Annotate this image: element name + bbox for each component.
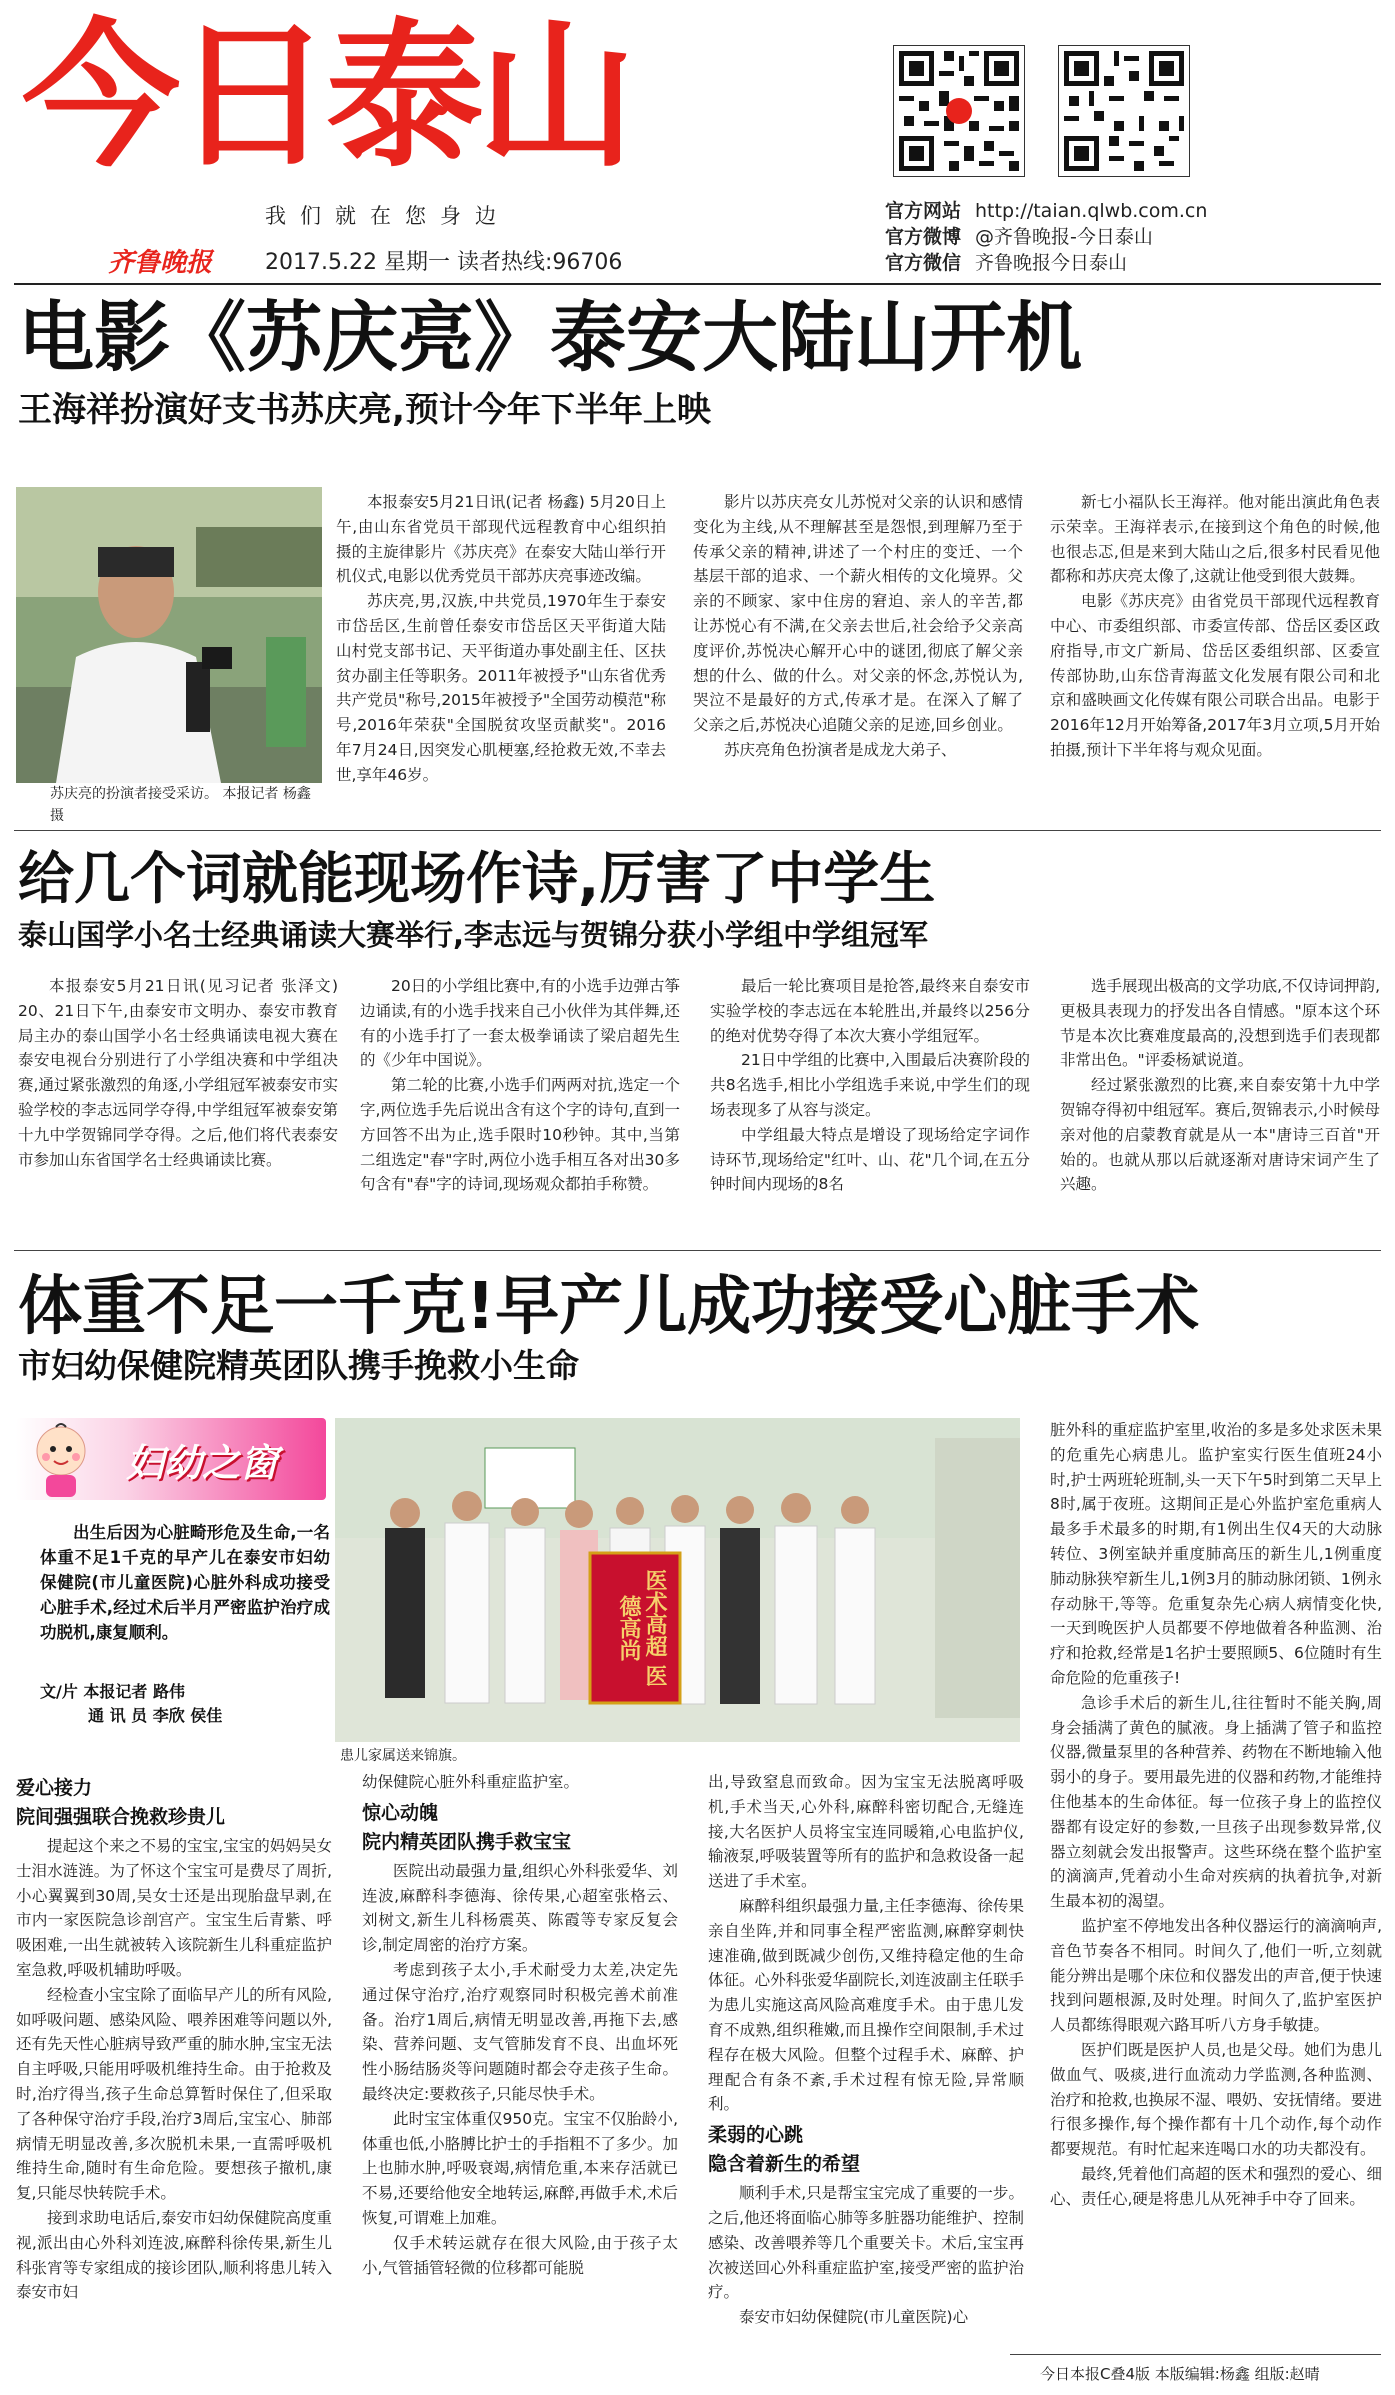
masthead-slogan: 我们就在您身边: [265, 204, 510, 228]
qr-code-icon: [1058, 45, 1190, 177]
paragraph: 医院出动最强力量,组织心外科张爱华、刘连波,麻醉科李德海、徐传果,心超室张格云、刘树文,新生儿科杨震英、陈霞等专家反复会诊,制定周密的治疗方案。: [362, 1861, 678, 1955]
story1-column-2: [693, 490, 1023, 820]
paragraph: 苏庆亮角色扮演者是成龙大弟子、: [724, 740, 957, 759]
byline-line: 文/片 本报记者 路伟: [40, 1682, 185, 1701]
story3-column-1: [16, 1770, 332, 2358]
story2-column-4: [1060, 974, 1380, 1204]
paragraph: 经检查小宝宝除了面临早产儿的所有风险,如呼吸问题、感染风险、喂养困难等问题以外,还有先天性心脏病导致严重的肺水肿,宝宝无法自主呼吸,只能用呼吸机维持生命。由于抢救及时,治疗得当,孩子生命总算暂时保住了,但采取了各种保守治疗手段,治疗3周后,宝宝心、肺部病情无明显改善,多次脱机未果,一直需呼吸机维持生命,随时有生命危险。要想孩子撤机,康复,只能尽快转院手术。: [16, 1985, 332, 2203]
story2-column-2: [360, 974, 680, 1204]
paragraph: 急诊手术后的新生儿,往往暂时不能关胸,周身会插满了黄色的腻液。身上插满了管子和监控仪器,微量泵里的各种营养、药物在不断地输入他弱小的身子。要用最先进的仪器和药物,才能维持住他基本的生命体征。每一位孩子身上的监控仪器都有设定好的参数,一旦孩子出现参数异常,仪器立刻就会发出报警声。这些环绕在整个监护室的滴滴声,凭着动小生命对疾病的执着抗争,对新生最本初的渴望。: [1050, 1693, 1382, 1911]
section-heading: 院内精英团队携手救宝宝: [362, 1830, 572, 1853]
paragraph: 提起这个来之不易的宝宝,宝宝的妈妈吴女士泪水涟涟。为了怀这个宝宝可是费尽了周折,小心翼翼到30周,吴女士还是出现胎盘早剥,在市内一家医院急诊剖宫产。宝宝生后青紫、呼吸困难,一出生就被转入该院新生儿科重症监护室急救,呼吸机辅助呼吸。: [16, 1837, 332, 1979]
story2-headline: 给几个词就能现场作诗,厉害了中学生: [18, 847, 936, 912]
baby-mascot-icon: [26, 1419, 96, 1499]
story1-column-3: [1050, 490, 1380, 820]
byline-line: 通 讯 员 李欣 侯佳: [88, 1706, 223, 1725]
story3-lead: 出生后因为心脏畸形危及生命,一名体重不足1千克的早产儿在泰安市妇幼保健院(市儿童医院)心脏外科成功接受心脏手术,经过术后半月严密监护治疗成功脱机,康复顺利。: [40, 1523, 330, 1642]
section-heading: 爱心接力: [16, 1777, 93, 1799]
paragraph: 最终,凭着他们高超的医术和强烈的爱心、细心、责任心,硬是将患儿从死神手中夺了回来。: [1050, 2164, 1382, 2208]
story3-subhead: 市妇幼保健院精英团队携手挽救小生命: [18, 1346, 579, 1385]
page-footer: 今日本报C叠4版 本版编辑:杨鑫 组版:赵晴: [1040, 2365, 1320, 2383]
section-heading: 柔弱的心跳: [708, 2124, 804, 2147]
paragraph: 出,导致窒息而致命。因为宝宝无法脱离呼吸机,手术当天,心外科,麻醉科密切配合,无缝连接,大名医护人员将宝宝连同暖箱,心电监护仪,输液泵,呼吸装置等所有的监护和急救设备一起送进了手术室。: [708, 1773, 1024, 1891]
paragraph: 麻醉科组织最强力量,主任李德海、徐传果亲自坐阵,并和同事全程严密监测,麻醉穿刺快速准确,做到既减少创伤,又维持稳定他的生命体征。心外科张爱华副院长,刘连波副主任联手为患儿实施这高风险高难度手术。由于患儿发育不成熟,组织稚嫩,而且操作空间限制,手术过程存在极大风险。但整个过程手术、麻醉、护理配合有条不紊,手术过程有惊无险,异常顺利。: [708, 1896, 1024, 2114]
story1-photo: [16, 487, 322, 783]
section-divider: [14, 830, 1381, 831]
column-logo-banner: [16, 1418, 326, 1500]
paragraph: 此时宝宝体重仅950克。宝宝不仅胎龄小,体重也低,小胳膊比护士的手指粗不了多少。加上也肺水肿,呼吸衰竭,病情危重,本来存活就已不易,还要给他安全地转运,麻醉,再做手术,术后恢复,可谓难上加难。: [362, 2109, 678, 2227]
story1-headline: 电影《苏庆亮》泰安大陆山开机: [18, 293, 1082, 382]
paragraph: 新七小福队长王海祥。他对能出演此角色表示荣幸。王海祥表示,在接到这个角色的时候,他也很忐忑,但是来到大陆山之后,很多村民看见他都称和苏庆亮太像了,这就让他受到很大鼓舞。: [1050, 493, 1380, 586]
paragraph: 中学组最大特点是增设了现场给定字词作诗环节,现场给定"红叶、山、花"几个词,在五分钟时间内现场的8名: [710, 1125, 1030, 1194]
pennant-banner-text: 医术高超 医德高尚: [616, 1569, 667, 1687]
story2-column-1: [18, 974, 338, 1204]
paragraph: 影片以苏庆亮女儿苏悦对父亲的认识和感情变化为主线,从不理解甚至是怨恨,到理解乃至于传承父亲的精神,讲述了一个村庄的变迁、一个基层干部的追求、一个薪火相传的文化境界。父亲的不顾家、家中住房的窘迫、亲人的辛苦,都让苏悦心有不满,在父亲去世后,社会给予父亲高度评价,苏悦决心解开心中的谜团,彻底了解父亲想的什么、做的什么。对父亲的怀念,苏悦认为,哭泣不是最好的方式,传承才是。在深入了解了父亲之后,苏悦决心追随父亲的足迹,回乡创业。: [693, 493, 1023, 735]
paragraph: 20日的小学组比赛中,有的小选手边弹古筝边诵读,有的小选手找来自己小伙伴为其伴舞,还有的小选手打了一套太极拳诵读了梁启超先生的《少年中国说》。: [360, 977, 680, 1070]
paragraph: 第二轮的比赛,小选手们两两对抗,选定一个字,两位选手先后说出含有这个字的诗句,直到一方回答不出为止,选手限时10秒钟。其中,当第二组选定"春"字时,两位小选手相互各对出30多句含有"春"字的诗词,现场观众都拍手称赞。: [360, 1076, 680, 1194]
paragraph: 电影《苏庆亮》由省党员干部现代远程教育中心、市委组织部、市委宣传部、岱岳区委区政府指导,市文广新局、岱岳区委组织部、区委宣传部协助,山东岱青海蓝文化发展有限公司和北京和盛映画文化传媒有限公司联合出品。电影于2016年12月开始筹备,2017年3月立项,5月开始拍摄,预计下半年将与观众见面。: [1050, 592, 1380, 759]
column-logo-text: 妇幼之窗: [126, 1441, 279, 1485]
paragraph: 泰安市妇幼保健院(市儿童医院)心: [739, 2308, 969, 2327]
paragraph: 考虑到孩子太小,手术耐受力太差,决定先通过保守治疗,治疗观察同时积极完善术前准备。治疗1周后,病情无明显改善,再拖下去,感染、营养问题、支气管肺发育不良、出血坏死性小肠结肠炎等问题随时都会夺走孩子生命。最终决定:要救孩子,只能尽快手术。: [362, 1960, 678, 2103]
masthead-title: 今日泰山: [22, 5, 630, 189]
story1-column-1: [336, 490, 666, 820]
official-weibo-row: [885, 222, 1153, 249]
story3-headline: 体重不足一千克!早产儿成功接受心脏手术: [18, 1270, 1200, 1344]
section-heading: 惊心动魄: [362, 1801, 439, 1824]
paragraph: 本报泰安5月21日讯(记者 杨鑫) 5月20日上午,由山东省党员干部现代远程教育中心组织拍摄的主旋律影片《苏庆亮》在泰安大陆山举行开机仪式,电影以优秀党员干部苏庆亮事迹改编。: [336, 493, 666, 586]
story3-photo: [335, 1418, 1020, 1742]
story3-column-3: [708, 1770, 1024, 2358]
official-website-row: [885, 196, 1207, 223]
paragraph: 幼保健院心脏外科重症监护室。: [362, 1773, 580, 1791]
info-value: 齐鲁晚报今日泰山: [975, 252, 1128, 274]
paragraph: 选手展现出极高的文学功底,不仅诗词押韵,更极具表现力的抒发出各自情感。"原本这个环节是本次比赛难度最高的,没想到选手们表现都非常出色。"评委杨斌说道。: [1060, 977, 1380, 1070]
info-value: http://taian.qlwb.com.cn: [975, 200, 1208, 222]
paragraph: 苏庆亮,男,汉族,中共党员,1970年生于泰安市岱岳区,生前曾任泰安市岱岳区天平街道大陆山村党支部书记、天平街道办事处副主任、区扶贫办副主任等职务。2011年被授予"山东省优秀共产党员"称号,2015年被授予"全国劳动模范"称号,2016年荣获"全国脱贫攻坚贡献奖"。2016年7月24日,因突发心肌梗塞,经抢救无效,不幸去世,享年46岁。: [336, 592, 666, 784]
dateline: 2017.5.22 星期一 读者热线:96706: [265, 250, 623, 275]
story1-subhead: 王海祥扮演好支书苏庆亮,预计今年下半年上映: [18, 390, 711, 430]
official-wechat-row: [885, 248, 1127, 275]
section-heading: 隐含着新生的希望: [708, 2153, 861, 2176]
info-label: 官方微博: [885, 226, 962, 248]
paragraph: 脏外科的重症监护室里,收治的多是多处求医未果的危重先心病患儿。监护室实行医生值班24小时,护士两班轮班制,头一天下午5时到第二天早上8时,属于夜班。这期间正是心外监护室危重病人最多手术最多的时期,有1例出生仅4天的大动脉转位、3例室缺并重度肺高压的新生儿,1例重度肺动脉狭窄新生儿,1例3月的肺动脉闭锁、1例永存动脉干,等等。危重复杂先心病人病情变化快,一天到晚医护人员都要不停地做着各种监测、治疗和抢救,经常是1名护士要照顾5、6位随时有生命危险的危重孩子!: [1050, 1421, 1382, 1687]
section-divider: [14, 1250, 1381, 1251]
paragraph: 最后一轮比赛项目是抢答,最终来自泰安市实验学校的李志远在本轮胜出,并最终以256分的绝对优势夺得了本次大赛小学组冠军。: [710, 977, 1030, 1045]
footer-divider: [1010, 2354, 1381, 2355]
story3-column-2: [362, 1770, 678, 2358]
paragraph: 医护们既是医护人员,也是父母。她们为患儿做血气、吸痰,进行血流动力学监测,各种监测、治疗和抢救,也换尿不湿、喂奶、安抚情绪。要进行很多操作,每个操作都有十几个动作,每个动作都要规范。有时忙起来连喝口水的功夫都没有。: [1050, 2040, 1382, 2159]
paragraph: 仅手术转运就存在很大风险,由于孩子太小,气管插管轻微的位移都可能脱: [362, 2233, 678, 2277]
brand-logo-text: 齐鲁晚报: [108, 248, 213, 278]
paragraph: 本报泰安5月21日讯(见习记者 张泽文) 20、21日下午,由泰安市文明办、泰安市教育局主办的泰山国学小名士经典诵读电视大赛在泰安电视台分别进行了小学组决赛和中学组决赛,通过紧张激烈的角逐,小学组冠军被泰安市实验学校的李志远同学夺得,中学组冠军被泰安第十九中学贺锦同学夺得。之后,他们将代表泰安市参加山东省国学名士经典诵读比赛。: [18, 977, 338, 1169]
story3-byline: [40, 1680, 222, 1728]
paragraph: 顺利手术,只是帮宝宝完成了重要的一步。之后,他还将面临心肺等多脏器功能维护、控制感染、改善喂养等几个重要关卡。术后,宝宝再次被送回心外科重症监护室,接受严密的监护治疗。: [708, 2184, 1024, 2302]
info-label: 官方网站: [885, 200, 962, 222]
paragraph: 接到求助电话后,泰安市妇幼保健院高度重视,派出由心外科刘连波,麻醉科徐传果,新生儿科张宵等专家组成的接诊团队,顺利将患儿转入泰安市妇: [16, 2208, 332, 2302]
paragraph: 21日中学组的比赛中,入围最后决赛阶段的共8名选手,相比小学组选手来说,中学生们的现场表现多了从容与淡定。: [710, 1051, 1030, 1119]
story2-subhead: 泰山国学小名士经典诵读大赛举行,李志远与贺锦分获小学组中学组冠军: [18, 918, 929, 952]
info-value: @齐鲁晚报-今日泰山: [975, 226, 1153, 248]
paragraph: 经过紧张激烈的比赛,来自泰安第十九中学贺锦夺得初中组冠军。赛后,贺锦表示,小时候母亲对他的启蒙教育就是从一本"唐诗三百首"开始的。也就从那以后就逐渐对唐诗宋词产生了兴趣。: [1060, 1076, 1380, 1194]
qr-code-icon: [893, 45, 1025, 177]
paragraph: 监护室不停地发出各种仪器运行的滴滴响声,音色节奏各不相同。时间久了,他们一听,立刻就能分辨出是哪个床位和仪器发出的声音,便于快速找到问题根源,及时处理。时间久了,监护室医护人员都练得眼观六路耳听八方身手敏捷。: [1050, 1916, 1382, 2035]
story3-column-4: [1050, 1418, 1382, 2358]
story3-photo-caption: 患儿家属送来锦旗。: [340, 1748, 466, 1764]
masthead-divider: [14, 283, 1381, 285]
section-heading: 院间强强联合挽救珍贵儿: [16, 1806, 226, 1828]
info-label: 官方微信: [885, 252, 962, 274]
story1-caption: 苏庆亮的扮演者接受采访。 本报记者 杨鑫 摄: [50, 786, 311, 824]
story2-column-3: [710, 974, 1030, 1204]
